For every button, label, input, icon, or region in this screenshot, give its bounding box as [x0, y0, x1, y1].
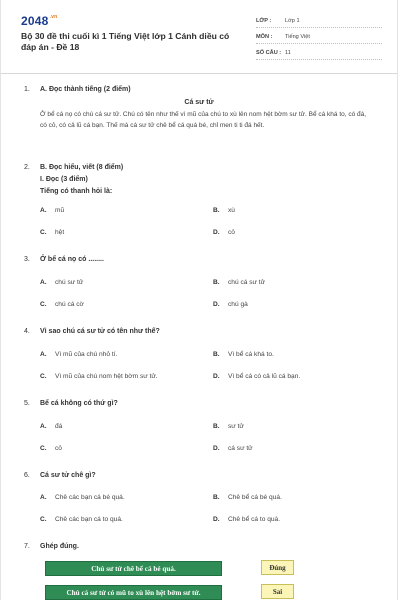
match-item-right[interactable]: Sai [261, 584, 294, 599]
option-text: Chê các bạn cá bé quá. [55, 494, 125, 501]
option-a[interactable] [40, 494, 125, 501]
option-letter: D. [213, 301, 220, 308]
meta-row-subject [256, 30, 382, 44]
option-c[interactable] [40, 516, 123, 523]
option-c[interactable] [40, 373, 158, 380]
option-text: cá sư tử [228, 445, 253, 452]
option-a[interactable] [40, 423, 62, 430]
option-letter: D. [213, 373, 220, 380]
meta-key: LỚP : [256, 17, 272, 24]
match-item-left[interactable]: Chú cá sư tử có mũ to xù lên hệt bờm sư tử. [45, 585, 222, 600]
meta-value: Tiếng Việt [285, 33, 310, 40]
option-letter: C. [40, 229, 47, 236]
option-d[interactable] [213, 445, 253, 452]
question-title: A. Đọc thành tiếng (2 điểm) [40, 86, 131, 93]
option-text: chú cá sư tử [228, 279, 266, 286]
meta-row-count [256, 46, 382, 60]
option-c[interactable] [40, 229, 64, 236]
option-b[interactable] [213, 207, 235, 214]
option-text: Chê bể cá to quá. [228, 516, 281, 523]
meta-key: SỐ CÂU : [256, 49, 282, 56]
option-letter: B. [213, 494, 220, 501]
section-subtitle: I. Đọc (3 điểm) [40, 176, 88, 183]
page-header [1, 0, 397, 74]
option-letter: A. [40, 423, 47, 430]
option-text: chú cá cờ [55, 301, 84, 308]
option-letter: D. [213, 516, 220, 523]
match-item-left[interactable]: Chú sư tử chê bể cá bé quá. [45, 561, 222, 576]
option-c[interactable] [40, 301, 84, 308]
option-text: Chê các bạn cá to quá. [55, 516, 123, 523]
option-text: Vì bể cá khá to. [228, 351, 274, 358]
header-divider [1, 73, 397, 74]
option-a[interactable] [40, 351, 117, 358]
question-prompt: Tiếng có thanh hỏi là: [40, 188, 113, 195]
option-d[interactable] [213, 516, 280, 523]
option-letter: B. [213, 351, 220, 358]
option-b[interactable] [213, 279, 265, 286]
option-text: Chê bể cá bé quá. [228, 494, 282, 501]
question-number: 1. [24, 86, 30, 93]
option-letter: D. [213, 229, 220, 236]
reading-passage: Ở bể cá nọ có chú cá sư tử. Chú có tên như thế vì mũ của chú to xù lên nom hệt bờm sư tử. Bể cá khá to, có đá, có cỏ, có cả lũ cá bạn. Thế mà cá sư tử chê bể cá quá bé, chỉ men ti ti đá hết. [40, 111, 367, 129]
logo-text: 2048 [21, 14, 49, 28]
meta-value: Lớp 1 [285, 17, 300, 24]
option-letter: D. [213, 445, 220, 452]
option-letter: A. [40, 279, 47, 286]
option-text: Vì bể cá có cả lũ cá bạn. [228, 373, 301, 380]
option-d[interactable] [213, 229, 235, 236]
option-text: xù [228, 207, 235, 214]
option-b[interactable] [213, 494, 282, 501]
option-text: Vì mũ của chú nhỏ tí. [55, 351, 118, 358]
option-b[interactable] [213, 351, 274, 358]
option-letter: C. [40, 373, 47, 380]
option-letter: C. [40, 516, 47, 523]
question-number: 5. [24, 400, 30, 407]
site-logo[interactable] [21, 14, 57, 28]
question-title: Vì sao chú cá sư tử có tên như thế? [40, 328, 160, 335]
option-letter: B. [213, 423, 220, 430]
meta-key: MÔN : [256, 33, 273, 40]
option-letter: C. [40, 301, 47, 308]
option-text: mũ [55, 207, 65, 214]
match-item-right[interactable]: Đúng [261, 560, 294, 575]
option-text: Vì mũ của chú nom hệt bờm sư tử. [55, 373, 158, 380]
question-number: 6. [24, 472, 30, 479]
option-a[interactable] [40, 279, 83, 286]
question-number: 7. [24, 543, 30, 550]
option-text: chú gà [228, 301, 248, 308]
option-text: chú sư tử [55, 279, 84, 286]
option-c[interactable] [40, 445, 62, 452]
option-a[interactable] [40, 207, 64, 214]
question-title: B. Đọc hiểu, viết (8 điểm) [40, 164, 124, 171]
question-number: 2. [24, 164, 30, 171]
question-title: Ở bể cá nọ có ........ [40, 256, 104, 263]
meta-row-class [256, 14, 382, 28]
option-text: cỏ [55, 445, 62, 452]
option-letter: A. [40, 351, 47, 358]
question-number: 3. [24, 256, 30, 263]
question-title: Cá sư tử chê gì? [40, 472, 96, 479]
meta-value: 11 [285, 49, 291, 56]
option-text: cỏ [228, 229, 235, 236]
option-text: sư tử [228, 423, 244, 430]
page-title: Bộ 30 đề thi cuối kì 1 Tiếng Việt lớp 1 Cánh diều có đáp án - Đề 18 [21, 31, 230, 52]
option-text: hệt [55, 229, 65, 236]
question-title: Bể cá không có thứ gì? [40, 400, 118, 407]
option-letter: C. [40, 445, 47, 452]
option-letter: A. [40, 494, 47, 501]
exam-meta [256, 14, 382, 62]
question-number: 4. [24, 328, 30, 335]
option-b[interactable] [213, 423, 244, 430]
option-d[interactable] [213, 301, 248, 308]
option-d[interactable] [213, 373, 300, 380]
option-text: đá [55, 423, 63, 430]
logo-suffix: .vn [49, 14, 58, 20]
passage-title: Cá sư tử [184, 99, 214, 106]
option-letter: A. [40, 207, 47, 214]
question-title: Ghép đúng. [40, 543, 79, 550]
option-letter: B. [213, 279, 220, 286]
option-letter: B. [213, 207, 220, 214]
